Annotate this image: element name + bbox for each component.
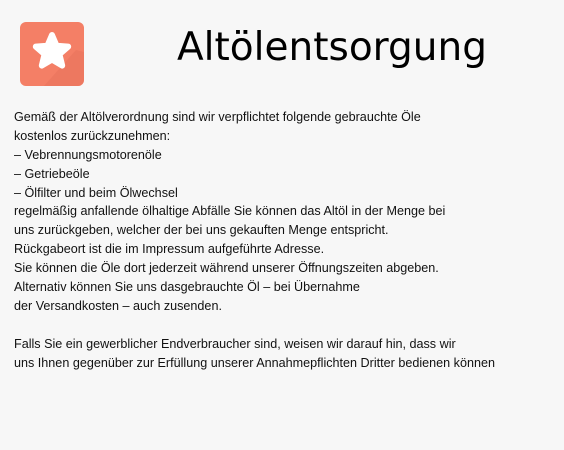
page-title: Altölentsorgung bbox=[177, 25, 487, 70]
text-line: uns zurückgeben, welcher der bei uns gekauften Menge entspricht. bbox=[14, 223, 389, 238]
list-item: – Vebrennungsmotorenöle bbox=[14, 147, 162, 162]
text-line: Sie können die Öle dort jederzeit während unserer Öffnungszeiten abgeben. bbox=[14, 261, 439, 276]
star-icon bbox=[20, 22, 84, 86]
text-line: kostenlos zurückzunehmen: bbox=[14, 128, 171, 143]
content-body bbox=[14, 108, 559, 372]
text-line: regelmäßig anfallende ölhaltige Abfälle Sie können das Altöl in der Menge bei bbox=[14, 204, 446, 219]
text-line: uns Ihnen gegenüber zur Erfüllung unserer Annahmepflichten Dritter bedienen können bbox=[14, 355, 495, 370]
text-line: Alternativ können Sie uns dasgebrauchte Öl – bei Übernahme bbox=[14, 280, 360, 295]
paragraph-intro bbox=[14, 108, 559, 316]
logo-badge bbox=[20, 22, 84, 86]
text-line: der Versandkosten – auch zusenden. bbox=[14, 298, 222, 313]
text-line: Rückgabeort ist die im Impressum aufgeführte Adresse. bbox=[14, 242, 325, 257]
text-line: Gemäß der Altölverordnung sind wir verpflichtet folgende gebrauchte Öle bbox=[14, 110, 421, 124]
list-item: – Getriebeöle bbox=[14, 166, 90, 181]
paragraph-gap bbox=[14, 316, 559, 335]
paragraph-commercial bbox=[14, 335, 559, 373]
list-item: – Ölfilter und beim Ölwechsel bbox=[14, 185, 178, 200]
text-line: Falls Sie ein gewerblicher Endverbraucher sind, weisen wir darauf hin, dass wir bbox=[14, 336, 456, 351]
